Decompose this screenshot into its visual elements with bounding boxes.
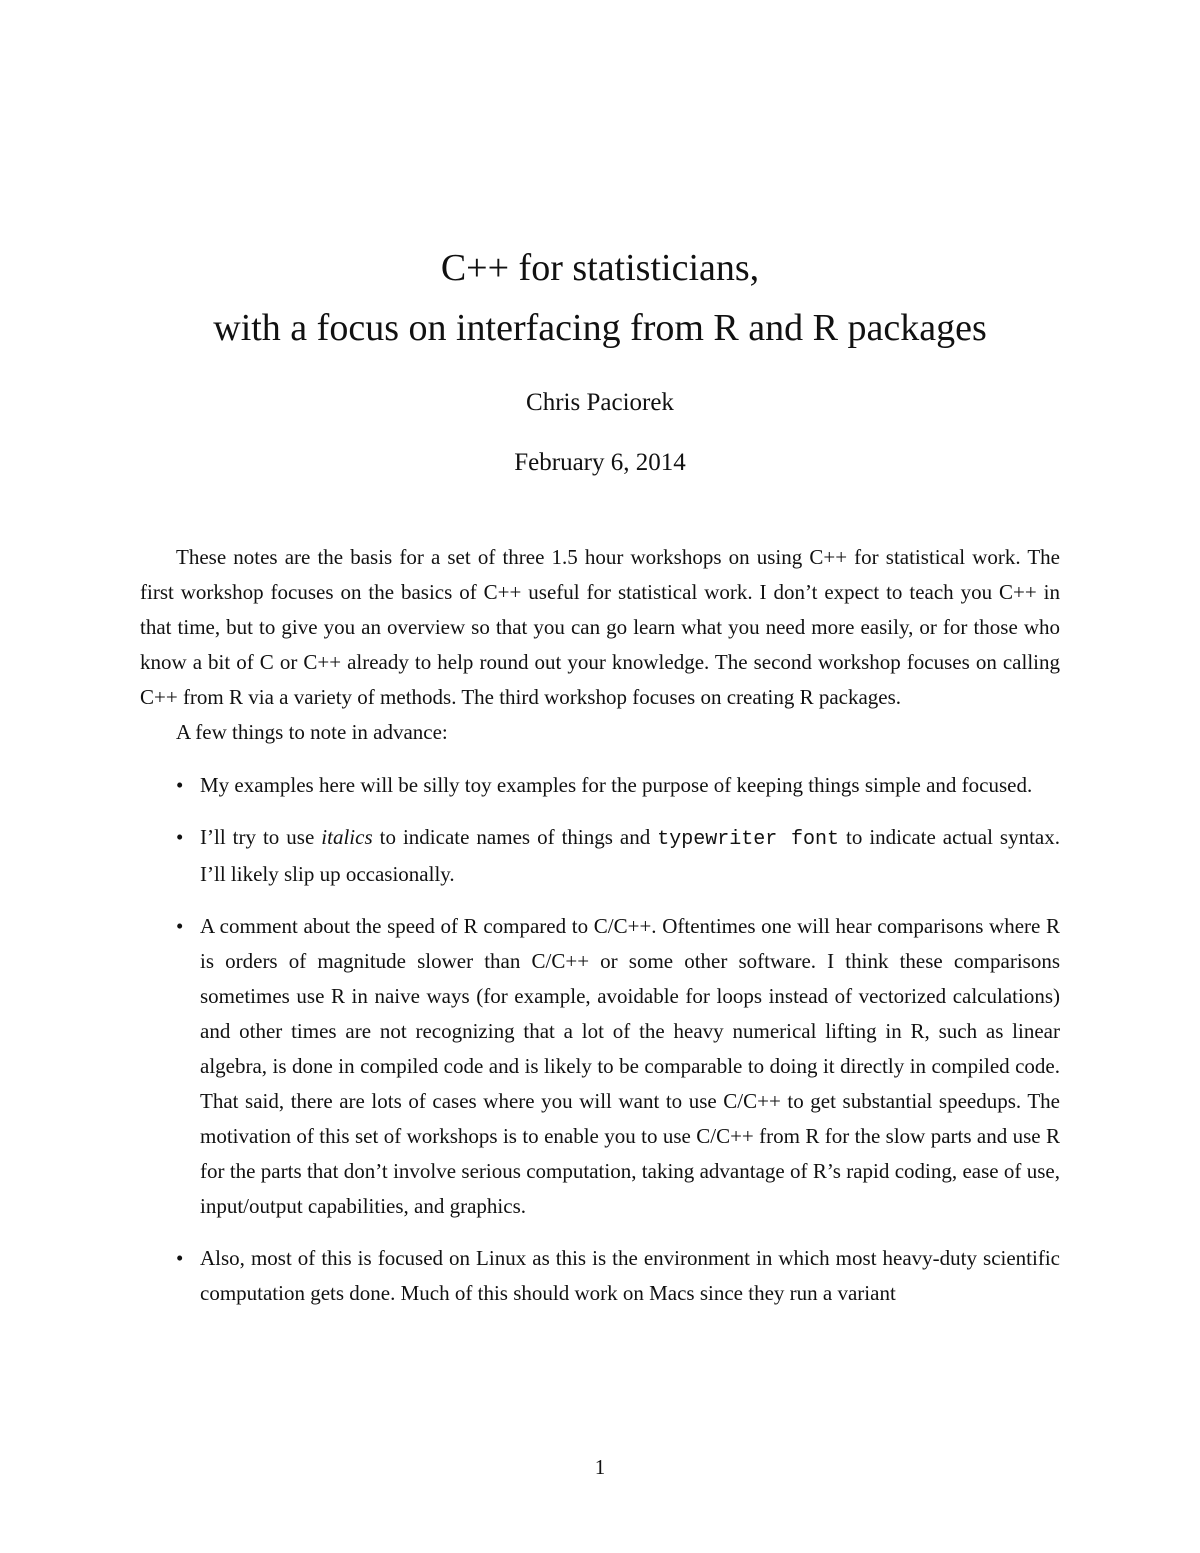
bullet-item-3: [140, 909, 1060, 1224]
notes-lead: A few things to note in advance:: [176, 720, 448, 744]
bullet-list: [140, 768, 1060, 1311]
bullet-item-2: [140, 820, 1060, 892]
date: February 6, 2014: [514, 449, 686, 476]
author: Chris Paciorek: [526, 389, 674, 416]
bullet-icon: •: [176, 773, 184, 797]
bullet-text-3: A comment about the speed of R compared to C/C++. Oftentimes one will hear comparisons where R is orders of magnitude slower than C/C++ or some other software. I think these comparisons sometimes use R in naive ways (for example, avoidable for loops instead of vectorized calculations) and other times are not recognizing that a lot of the heavy numerical lifting in R, such as linear algebra, is done in compiled code and is likely to be comparable to doing it directly in compiled code. That said, there are lots of cases where you will want to use C/C++ to get substantial speedups. The motivation of this set of workshops is to enable you to use C/C++ from R for the slow parts and use R for the parts that don’t involve serious computation, taking advantage of R’s rapid coding, ease of use, input/output capabilities, and graphics.: [200, 914, 1060, 1218]
page-number: 1: [594, 1455, 606, 1479]
bullet-text-2c: to indicate actual syntax. I’ll likely slip up occasionally.: [200, 825, 1060, 886]
bullet-item-4: [140, 1241, 1060, 1311]
title-line-1: C++ for statisticians,: [440, 247, 760, 289]
bullet-text-2a: I’ll try to use: [200, 825, 322, 849]
body-text: [140, 540, 1060, 1328]
bullet-text-1: My examples here will be silly toy examples for the purpose of keeping things simple and focused.: [200, 773, 1033, 797]
typewriter-example: typewriter font: [657, 828, 839, 851]
bullet-icon: •: [176, 825, 184, 849]
title-line-2: with a focus on interfacing from R and R packages: [213, 307, 987, 349]
bullet-icon: •: [176, 1246, 184, 1270]
title-block: [0, 238, 1200, 358]
bullet-item-1: [140, 768, 1060, 803]
bullet-icon: •: [176, 914, 184, 938]
intro-paragraph: These notes are the basis for a set of three 1.5 hour workshops on using C++ for statistical work. The first workshop focuses on the basics of C++ useful for statistical work. I don’t expect to teach you C++ in that time, but to give you an overview so that you can go learn what you need more easily, or for those who know a bit of C or C++ already to help round out your knowledge. The second workshop focuses on calling C++ from R via a variety of methods. The third workshop focuses on creating R packages.: [140, 545, 1060, 709]
bullet-text-2b: to indicate names of things and: [372, 825, 658, 849]
bullet-text-4: Also, most of this is focused on Linux as this is the environment in which most heavy-duty scientific computation gets done. Much of this should work on Macs since they run a variant: [200, 1246, 1060, 1305]
italics-example: italics: [321, 825, 373, 849]
